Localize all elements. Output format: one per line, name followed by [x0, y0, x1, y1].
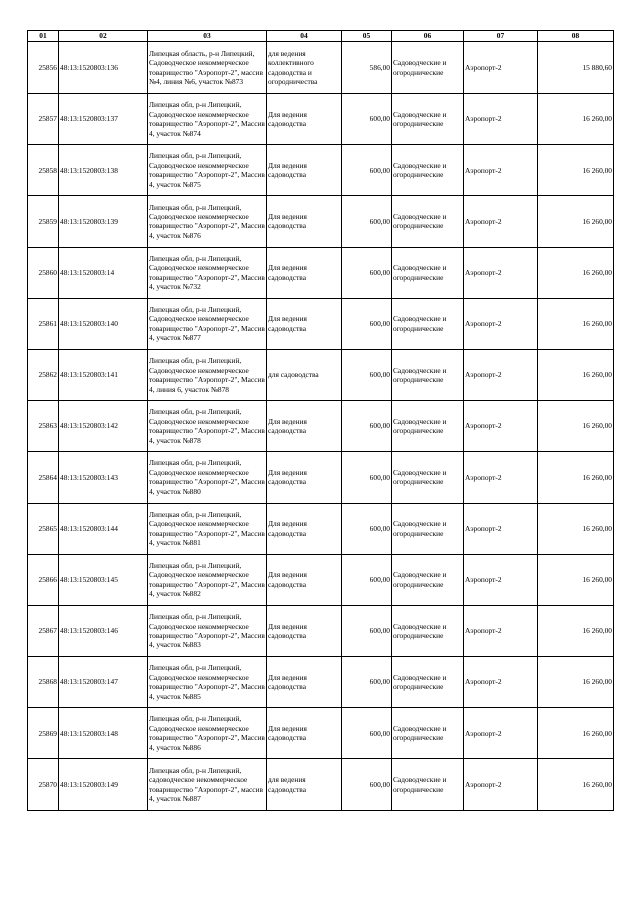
land-category: Садоводческие и огороднические: [392, 503, 464, 554]
land-category: Садоводческие и огороднические: [392, 298, 464, 349]
partnership-name: Аэропорт-2: [464, 298, 538, 349]
plot-area: 600,00: [342, 759, 392, 810]
land-category: Садоводческие и огороднические: [392, 247, 464, 298]
partnership-name: Аэропорт-2: [464, 42, 538, 94]
land-category: Садоводческие и огороднические: [392, 94, 464, 145]
header-row: [28, 31, 614, 42]
plot-area: 600,00: [342, 452, 392, 503]
plot-area: 586,00: [342, 42, 392, 94]
row-number: 25857: [28, 94, 59, 145]
permitted-use: для ведения садоводства: [267, 759, 342, 810]
cadastral-value: 16 260,00: [538, 298, 614, 349]
cadastral-number: 48:13:1520803:149: [59, 759, 148, 810]
partnership-name: Аэропорт-2: [464, 605, 538, 656]
table-row: [28, 145, 614, 196]
plot-area: 600,00: [342, 349, 392, 400]
cadastral-number: 48:13:1520803:146: [59, 605, 148, 656]
partnership-name: Аэропорт-2: [464, 452, 538, 503]
table-row: [28, 708, 614, 759]
land-category: Садоводческие и огороднические: [392, 196, 464, 247]
cadastral-value: 16 260,00: [538, 708, 614, 759]
land-category: Садоводческие и огороднические: [392, 554, 464, 605]
plot-address: Липецкая обл, р-н Липецкий, Садоводческое некоммерческое товарищество "Аэропорт-2", Массив 4, участок №874: [148, 94, 267, 145]
plot-address: Липецкая обл, р-н Липецкий, садоводческое некоммерческое товарищество "Аэропорт-2", массив 4, участок №887: [148, 759, 267, 810]
column-header: 02: [59, 31, 148, 42]
row-number: 25869: [28, 708, 59, 759]
row-number: 25865: [28, 503, 59, 554]
plot-address: Липецкая обл, р-н Липецкий, Садоводческое некоммерческое товарищество "Аэропорт-2", Массив 4, участок №877: [148, 298, 267, 349]
land-category: Садоводческие и огороднические: [392, 349, 464, 400]
plot-address: Липецкая обл, р-н Липецкий, Садоводческое некоммерческое товарищество "Аэропорт-2", Массив 4, участок №883: [148, 605, 267, 656]
column-header: 06: [392, 31, 464, 42]
table-row: [28, 554, 614, 605]
land-category: Садоводческие и огороднические: [392, 657, 464, 708]
table-row: [28, 42, 614, 94]
partnership-name: Аэропорт-2: [464, 401, 538, 452]
cadastral-value: 16 260,00: [538, 605, 614, 656]
permitted-use: для садоводства: [267, 349, 342, 400]
table-row: [28, 298, 614, 349]
row-number: 25868: [28, 657, 59, 708]
permitted-use: Для ведения садоводства: [267, 708, 342, 759]
column-header: 01: [28, 31, 59, 42]
cadastral-value: 15 880,60: [538, 42, 614, 94]
cadastral-value: 16 260,00: [538, 94, 614, 145]
table-row: [28, 196, 614, 247]
plot-address: Липецкая обл, р-н Липецкий, Садоводческое некоммерческое товарищество "Аэропорт-2", Массив 4, участок №875: [148, 145, 267, 196]
table-row: [28, 503, 614, 554]
cadastral-value: 16 260,00: [538, 554, 614, 605]
partnership-name: Аэропорт-2: [464, 657, 538, 708]
permitted-use: Для ведения садоводства: [267, 298, 342, 349]
row-number: 25864: [28, 452, 59, 503]
permitted-use: Для ведения садоводства: [267, 657, 342, 708]
plot-area: 600,00: [342, 145, 392, 196]
land-category: Садоводческие и огороднические: [392, 605, 464, 656]
cadastral-number: 48:13:1520803:148: [59, 708, 148, 759]
land-category: Садоводческие и огороднические: [392, 708, 464, 759]
partnership-name: Аэропорт-2: [464, 554, 538, 605]
land-category: Садоводческие и огороднические: [392, 759, 464, 810]
plot-area: 600,00: [342, 196, 392, 247]
permitted-use: для ведения коллективного садоводства и огородничества: [267, 42, 342, 94]
land-category: Садоводческие и огороднические: [392, 401, 464, 452]
table-row: [28, 247, 614, 298]
cadastral-value: 16 260,00: [538, 452, 614, 503]
cadastral-number: 48:13:1520803:147: [59, 657, 148, 708]
plot-address: Липецкая обл, р-н Липецкий, Садоводческое некоммерческое товарищество "Аэропорт-2", Массив 4, участок №880: [148, 452, 267, 503]
plot-address: Липецкая обл, р-н Липецкий, Садоводческое некоммерческое товарищество "Аэропорт-2", Массив 4, участок №732: [148, 247, 267, 298]
plot-address: Липецкая обл, р-н Липецкий, Садоводческое некоммерческое товарищество "Аэропорт-2", Массив 4, участок №882: [148, 554, 267, 605]
cadastral-value: 16 260,00: [538, 657, 614, 708]
plot-area: 600,00: [342, 94, 392, 145]
land-category: Садоводческие и огороднические: [392, 145, 464, 196]
cadastral-number: 48:13:1520803:140: [59, 298, 148, 349]
land-plot-table: [27, 30, 614, 811]
land-category: Садоводческие и огороднические: [392, 452, 464, 503]
cadastral-number: 48:13:1520803:137: [59, 94, 148, 145]
partnership-name: Аэропорт-2: [464, 196, 538, 247]
plot-address: Липецкая обл, р-н Липецкий, Садоводческое некоммерческое товарищество "Аэропорт-2", Массив 4, участок №885: [148, 657, 267, 708]
cadastral-value: 16 260,00: [538, 503, 614, 554]
cadastral-number: 48:13:1520803:144: [59, 503, 148, 554]
row-number: 25863: [28, 401, 59, 452]
cadastral-number: 48:13:1520803:136: [59, 42, 148, 94]
plot-area: 600,00: [342, 605, 392, 656]
partnership-name: Аэропорт-2: [464, 759, 538, 810]
column-header: 05: [342, 31, 392, 42]
plot-address: Липецкая обл, р-н Липецкий, Садоводческое некоммерческое товарищество "Аэропорт-2", Массив 4, участок №878: [148, 401, 267, 452]
row-number: 25859: [28, 196, 59, 247]
plot-address: Липецкая обл, р-н Липецкий, Садоводческое некоммерческое товарищество "Аэропорт-2", Массив 4, линия 6, участок №878: [148, 349, 267, 400]
plot-address: Липецкая обл, р-н Липецкий, Садоводческое некоммерческое товарищество "Аэропорт-2", Массив 4, участок №886: [148, 708, 267, 759]
permitted-use: Для ведения садоводства: [267, 605, 342, 656]
column-header: 04: [267, 31, 342, 42]
cadastral-value: 16 260,00: [538, 145, 614, 196]
partnership-name: Аэропорт-2: [464, 708, 538, 759]
row-number: 25858: [28, 145, 59, 196]
row-number: 25856: [28, 42, 59, 94]
cadastral-number: 48:13:1520803:143: [59, 452, 148, 503]
partnership-name: Аэропорт-2: [464, 503, 538, 554]
permitted-use: Для ведения садоводства: [267, 503, 342, 554]
cadastral-number: 48:13:1520803:145: [59, 554, 148, 605]
row-number: 25861: [28, 298, 59, 349]
permitted-use: Для ведения садоводства: [267, 554, 342, 605]
column-header: 08: [538, 31, 614, 42]
table-row: [28, 349, 614, 400]
table-row: [28, 759, 614, 810]
cadastral-number: 48:13:1520803:141: [59, 349, 148, 400]
permitted-use: Для ведения садоводства: [267, 247, 342, 298]
cadastral-value: 16 260,00: [538, 401, 614, 452]
cadastral-number: 48:13:1520803:14: [59, 247, 148, 298]
plot-area: 600,00: [342, 503, 392, 554]
plot-area: 600,00: [342, 401, 392, 452]
cadastral-value: 16 260,00: [538, 196, 614, 247]
partnership-name: Аэропорт-2: [464, 349, 538, 400]
table-row: [28, 452, 614, 503]
partnership-name: Аэропорт-2: [464, 145, 538, 196]
permitted-use: Для ведения садоводства: [267, 196, 342, 247]
permitted-use: Для ведения садоводства: [267, 94, 342, 145]
permitted-use: Для ведения садоводства: [267, 401, 342, 452]
partnership-name: Аэропорт-2: [464, 247, 538, 298]
partnership-name: Аэропорт-2: [464, 94, 538, 145]
cadastral-number: 48:13:1520803:138: [59, 145, 148, 196]
plot-area: 600,00: [342, 298, 392, 349]
plot-area: 600,00: [342, 708, 392, 759]
cadastral-value: 16 260,00: [538, 247, 614, 298]
table-row: [28, 657, 614, 708]
plot-address: Липецкая обл, р-н Липецкий, Садоводческое некоммерческое товарищество "Аэропорт-2", Массив 4, участок №881: [148, 503, 267, 554]
plot-area: 600,00: [342, 247, 392, 298]
cadastral-number: 48:13:1520803:139: [59, 196, 148, 247]
cadastral-value: 16 260,00: [538, 759, 614, 810]
plot-area: 600,00: [342, 554, 392, 605]
plot-area: 600,00: [342, 657, 392, 708]
row-number: 25862: [28, 349, 59, 400]
column-header: 07: [464, 31, 538, 42]
row-number: 25867: [28, 605, 59, 656]
land-category: Садоводческие и огороднические: [392, 42, 464, 94]
row-number: 25860: [28, 247, 59, 298]
plot-address: Липецкая обл, р-н Липецкий, Садоводческое некоммерческое товарищество "Аэропорт-2", Массив 4, участок №876: [148, 196, 267, 247]
permitted-use: Для ведения садоводства: [267, 452, 342, 503]
row-number: 25866: [28, 554, 59, 605]
table-row: [28, 605, 614, 656]
row-number: 25870: [28, 759, 59, 810]
table-row: [28, 94, 614, 145]
table-row: [28, 401, 614, 452]
permitted-use: Для ведения садоводства: [267, 145, 342, 196]
column-header: 03: [148, 31, 267, 42]
plot-address: Липецкая область, р-н Липецкий, Садоводческое некоммерческое товарищество "Аэропорт-2", массив №4, линия №6, участок №873: [148, 42, 267, 94]
cadastral-number: 48:13:1520803:142: [59, 401, 148, 452]
cadastral-value: 16 260,00: [538, 349, 614, 400]
